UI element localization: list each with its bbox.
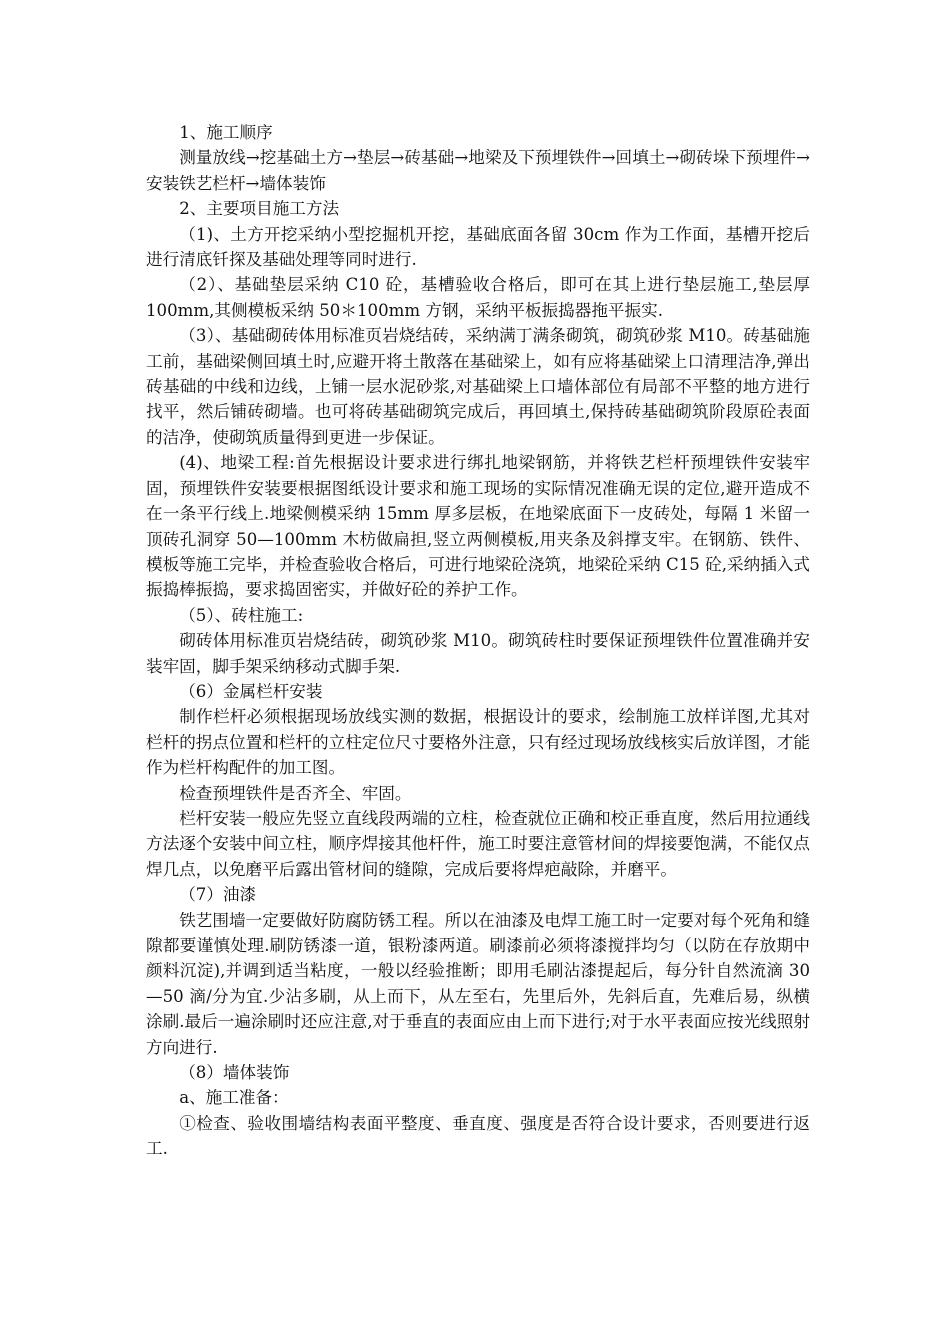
paragraph-painting: 铁艺围墙一定要做好防腐防锈工程。所以在油漆及电焊工施工时一定要对每个死角和缝隙都要谨慎处理.刷防锈漆一道，银粉漆两道。刷漆前必须将漆搅拌均匀（以防在存放期中颜料沉淀),并调到适当粘度，一般以经验推断；即用毛刷沾漆提起后，每分针自然流滴 30—50 滴/分为宜.少沾多刷，从上而下，从左至右，先里后外，先斜后直，先难后易，纵横涂刷.最后一遍涂刷时还应注意,对于垂直的表面应由上而下进行;对于水平表面应按光线照射方向进行. bbox=[146, 910, 810, 1057]
document-body bbox=[146, 120, 810, 1162]
paragraph-brick-column: 砌砖体用标准页岩烧结砖，砌筑砂浆 M10。砌筑砖柱时要保证预埋铁件位置准确并安装牢固，脚手架采纳移动式脚手架. bbox=[146, 631, 810, 676]
subheading-metal-railing: （6）金属栏杆安装 bbox=[179, 681, 323, 701]
paragraph-railing-installation: 栏杆安装一般应先竖立直线段两端的立柱，检查就位正确和校正垂直度，然后用拉通线方法逐个安装中间立柱，顺序焊接其他杆件，施工时要注意管材间的焊接要饱满，不能仅点焊几点，以免磨平后露出管材间的缝隙，完成后要将焊疤敲除，并磨平。 bbox=[146, 808, 810, 879]
subheading-brick-column: （5）、砖柱施工: bbox=[179, 605, 304, 625]
paragraph-brick-foundation: （3）、基础砌砖体用标准页岩烧结砖，采纳满丁满条砌筑，砌筑砂浆 M10。砖基础施工前，基础梁侧回填土时,应避开将土散落在基础梁上，如有应将基础梁上口清理洁净,弹出砖基础的中线和边线，上铺一层水泥砂浆,对基础梁上口墙体部位有局部不平整的地方进行找平，然后铺砖砌墙。也可将砖基础砌筑完成后，再回填土,保持砖基础砌筑阶段原砼表面的洁净，使砌筑质量得到更进一步保证。 bbox=[146, 326, 810, 447]
paragraph-ground-beam: (4)、地梁工程:首先根据设计要求进行绑扎地梁钢筋，并将铁艺栏杆预埋铁件安装牢固，预埋铁件安装要根据图纸设计要求和施工现场的实际情况准确无误的定位,避开造成不在一条平行线上.地梁侧模采纳 15mm 厚多层板，在地梁底面下一皮砖处，每隔 1 米留一顶砖孔洞穿 50—100mm 木枋做扁担,竖立两侧模板,用夹条及斜撑支牢。在钢筋、铁件、模板等施工完毕，并检查验收合格后，可进行地梁砼浇筑，地梁砼采纳 C15 砼,采纳插入式振捣棒振捣，要求捣固密实，并做好砼的养护工作。 bbox=[146, 453, 810, 600]
subheading-wall-decoration: （8）墙体装饰 bbox=[179, 1063, 290, 1083]
subheading-painting: （7）油漆 bbox=[179, 885, 257, 905]
paragraph-railing-fabrication: 制作栏杆必须根据现场放线实测的数据，根据设计的要求，绘制施工放样详图,尤其对栏杆的拐点位置和栏杆的立柱定位尺寸要格外注意，只有经过现场放线核实后放详图，才能作为栏杆构配件的加工图。 bbox=[146, 707, 810, 778]
paragraph-check-embedded-parts: 检查预埋铁件是否齐全、牢固。 bbox=[179, 783, 412, 803]
section-heading-construction-sequence: 1、施工顺序 bbox=[179, 123, 273, 142]
paragraph-inspection: ①检查、验收围墙结构表面平整度、垂直度、强度是否符合设计要求，否则要进行返工. bbox=[146, 1113, 810, 1159]
subheading-preparation: a、施工准备： bbox=[179, 1088, 289, 1108]
paragraph-earthwork: （1)、土方开挖采纳小型挖掘机开挖，基础底面各留 30cm 作为工作面，基槽开挖后进行清底钎探及基础处理等同时进行. bbox=[146, 224, 810, 270]
paragraph-sequence-steps: 测量放线→挖基础土方→垫层→砖基础→地梁及下预埋铁件→回填土→砌砖垛下预埋件→安装铁艺栏杆→墙体装饰 bbox=[146, 148, 810, 193]
section-heading-main-methods: 2、主要项目施工方法 bbox=[179, 199, 340, 219]
paragraph-foundation-cushion: （2）、基础垫层采纳 C10 砼，基槽验收合格后，即可在其上进行垫层施工,垫层厚 100mm,其侧模板采纳 50＊100mm 方钢，采纳平板振捣器拖平振实. bbox=[146, 275, 810, 320]
